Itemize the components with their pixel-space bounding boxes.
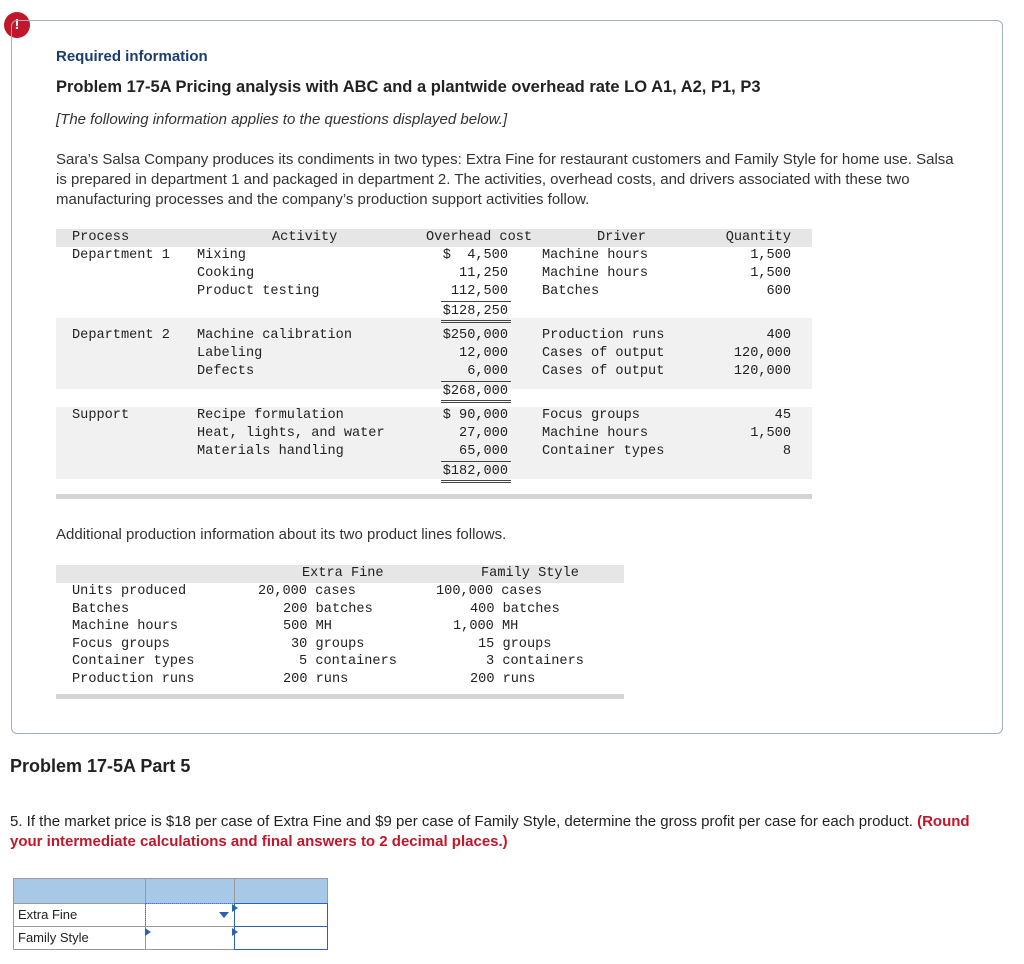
driver-name: Cases of output bbox=[542, 364, 665, 379]
part-title: Problem 17-5A Part 5 bbox=[10, 756, 191, 776]
chevron-down-icon bbox=[219, 912, 229, 918]
process-label: Support bbox=[72, 408, 130, 423]
table-footer-bar bbox=[56, 494, 812, 499]
driver-name: Cases of output bbox=[542, 346, 665, 361]
driver-quantity: 120,000 bbox=[733, 364, 791, 379]
subtotal-line bbox=[441, 381, 511, 382]
answer-row-label: Family Style bbox=[18, 930, 89, 945]
header-process: Process bbox=[72, 230, 130, 245]
activity-name: Materials handling bbox=[197, 444, 344, 459]
question-text bbox=[10, 812, 1000, 852]
process-label: Department 2 bbox=[72, 328, 170, 343]
family-style-value: 400 batches bbox=[470, 602, 560, 617]
problem-title: Problem 17-5A Pricing analysis with ABC and a plantwide overhead rate LO A1, A2, P1, P3 bbox=[56, 78, 761, 96]
row-label: Production runs bbox=[72, 672, 195, 687]
activity-table bbox=[56, 229, 812, 501]
extra-fine-value: 200 batches bbox=[283, 602, 373, 617]
driver-quantity: 45 bbox=[774, 408, 791, 423]
overhead-cost: $250,000 bbox=[442, 328, 508, 343]
overhead-cost: 6,000 bbox=[467, 364, 508, 379]
department-total: $128,250 bbox=[442, 304, 508, 319]
overhead-cost: 65,000 bbox=[459, 444, 508, 459]
family-style-value: 200 runs bbox=[470, 672, 536, 687]
question-body: 5. If the market price is $18 per case of Extra Fine and $9 per case of Family Style, determine the gross profit per case for each product. bbox=[10, 813, 913, 830]
header-overhead-cost: Overhead cost bbox=[426, 230, 533, 245]
extra-fine-value: 20,000 cases bbox=[258, 584, 356, 599]
driver-name: Machine hours bbox=[542, 426, 649, 441]
activity-name: Heat, lights, and water bbox=[197, 426, 385, 441]
row-label: Container types bbox=[72, 654, 195, 669]
activity-name: Defects bbox=[197, 364, 255, 379]
driver-quantity: 1,500 bbox=[750, 426, 791, 441]
intro-paragraph: Sara’s Salsa Company produces its condiments in two types: Extra Fine for restaurant customers and Family Style for home use. Salsa is prepared in department 1 and packaged in department 2. The activities, overhead costs, and drivers associated with these two manufacturing processes and the company’s production support activities follow. bbox=[56, 151, 954, 208]
department-total: $268,000 bbox=[442, 384, 508, 399]
subtotal-line bbox=[441, 461, 511, 462]
overhead-cost: $ 4,500 bbox=[442, 248, 508, 263]
answer-row-label: Extra Fine bbox=[18, 907, 78, 922]
driver-name: Batches bbox=[542, 284, 600, 299]
info-note: [The following information applies to the questions displayed below.] bbox=[56, 111, 508, 128]
family-style-value: 15 groups bbox=[478, 637, 552, 652]
extra-fine-value: 30 groups bbox=[291, 637, 365, 652]
header-family-style: Family Style bbox=[481, 566, 579, 581]
header-driver: Driver bbox=[597, 230, 646, 245]
row-label: Focus groups bbox=[72, 637, 170, 652]
answer-header-cell bbox=[234, 878, 328, 904]
driver-name: Production runs bbox=[542, 328, 665, 343]
overhead-cost: 27,000 bbox=[459, 426, 508, 441]
department-total: $182,000 bbox=[442, 464, 508, 479]
answer-header-cell bbox=[145, 878, 235, 904]
driver-quantity: 400 bbox=[766, 328, 791, 343]
row-label: Machine hours bbox=[72, 619, 179, 634]
table-footer-bar bbox=[56, 694, 624, 699]
additional-info-text: Additional production information about its two product lines follows. bbox=[56, 526, 507, 543]
extra-fine-value: 5 containers bbox=[299, 654, 397, 669]
total-double-line bbox=[441, 480, 511, 483]
header-activity: Activity bbox=[272, 230, 338, 245]
family-style-value: 1,000 MH bbox=[453, 619, 519, 634]
activity-name: Product testing bbox=[197, 284, 320, 299]
activity-name: Machine calibration bbox=[197, 328, 352, 343]
product-table bbox=[56, 565, 624, 700]
driver-quantity: 8 bbox=[782, 444, 791, 459]
driver-name: Machine hours bbox=[542, 248, 649, 263]
process-label: Department 1 bbox=[72, 248, 170, 263]
rounding-instruction: (Round your intermediate calculations and final answers to 2 decimal places.) bbox=[10, 813, 970, 850]
extra-fine-value: 200 runs bbox=[283, 672, 349, 687]
activity-name: Recipe formulation bbox=[197, 408, 344, 423]
total-double-line bbox=[441, 320, 511, 323]
header-quantity: Quantity bbox=[725, 230, 791, 245]
alert-icon: ! bbox=[4, 12, 30, 38]
overhead-cost: 12,000 bbox=[459, 346, 508, 361]
driver-name: Machine hours bbox=[542, 266, 649, 281]
answer-label-cell bbox=[13, 926, 146, 950]
header-extra-fine: Extra Fine bbox=[302, 566, 384, 581]
overhead-cost: $ 90,000 bbox=[442, 408, 508, 423]
subtotal-line bbox=[441, 301, 511, 302]
required-info-heading: Required information bbox=[56, 48, 208, 65]
family-style-value: 100,000 cases bbox=[436, 584, 543, 599]
activity-name: Labeling bbox=[197, 346, 263, 361]
family-style-select[interactable] bbox=[145, 926, 235, 950]
driver-quantity: 600 bbox=[766, 284, 791, 299]
extra-fine-input[interactable] bbox=[234, 903, 328, 927]
family-style-input[interactable] bbox=[234, 926, 328, 950]
driver-quantity: 1,500 bbox=[750, 248, 791, 263]
total-double-line bbox=[441, 400, 511, 403]
activity-name: Mixing bbox=[197, 248, 246, 263]
driver-quantity: 1,500 bbox=[750, 266, 791, 281]
row-label: Batches bbox=[72, 602, 130, 617]
overhead-cost: 11,250 bbox=[459, 266, 508, 281]
overhead-cost: 112,500 bbox=[450, 284, 508, 299]
answer-header-cell bbox=[13, 878, 146, 904]
activity-name: Cooking bbox=[197, 266, 255, 281]
family-style-value: 3 containers bbox=[486, 654, 584, 669]
input-flag-icon bbox=[145, 928, 151, 936]
answer-label-cell bbox=[13, 903, 146, 927]
driver-name: Focus groups bbox=[542, 408, 640, 423]
driver-quantity: 120,000 bbox=[733, 346, 791, 361]
row-label: Units produced bbox=[72, 584, 187, 599]
driver-name: Container types bbox=[542, 444, 665, 459]
extra-fine-value: 500 MH bbox=[283, 619, 332, 634]
